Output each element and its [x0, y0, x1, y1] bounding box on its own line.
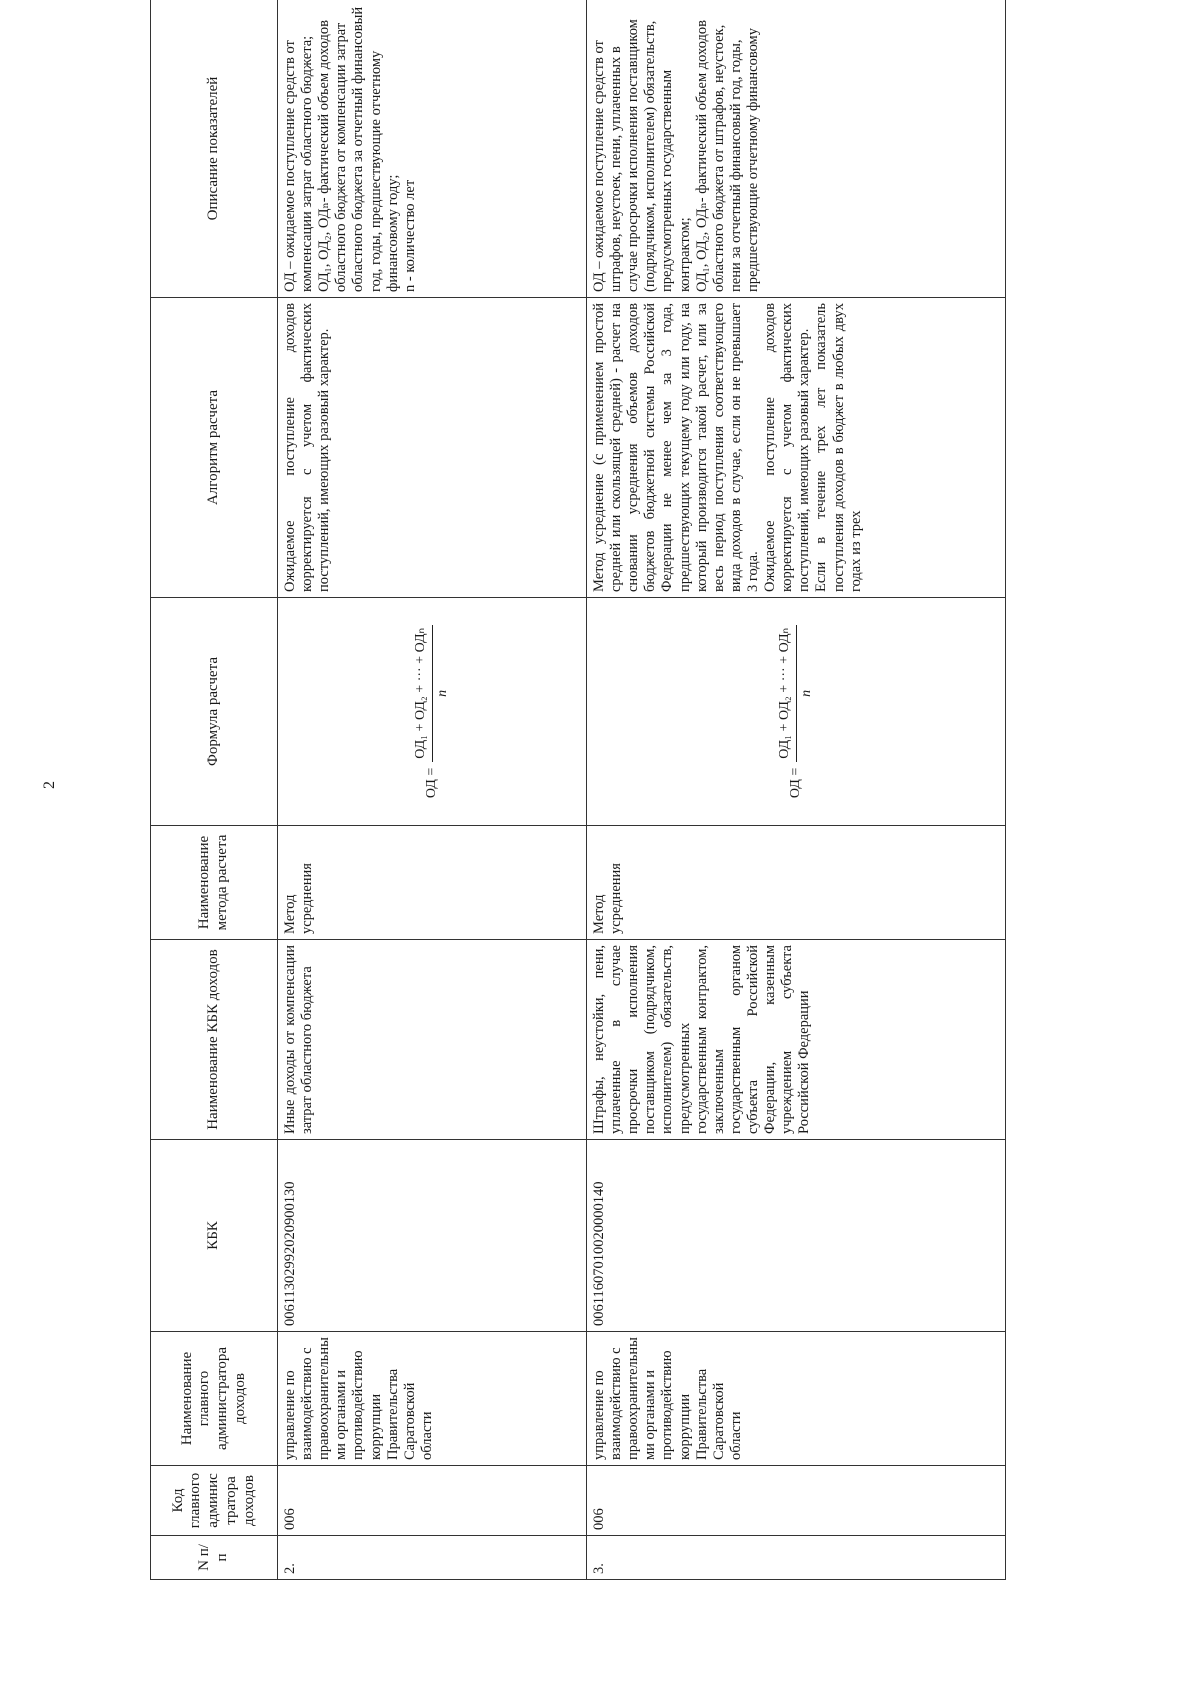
cell-kbk-name: Штрафы, неустойки, пени, уплаченные в случае просрочки исполнения поставщиком (подрядчиком, исполнителем) обязательств, предусмотренных государственным контрактом, заключенным государственным органом субъекта Российской Федерации, казенным учреждением субъекта Российской Федерации	[587, 940, 1006, 1140]
cell-n: 3.	[587, 1536, 1006, 1580]
cell-kbk-name: Иные доходы от компенсации затрат областного бюджета	[278, 940, 587, 1140]
cell-method: Метод усреднения	[587, 826, 1006, 940]
cell-formula	[587, 598, 1006, 826]
header-code: Код главного администратора доходов	[151, 1466, 278, 1536]
cell-method: Метод усреднения	[278, 826, 587, 940]
cell-n: 2.	[278, 1536, 587, 1580]
cell-admin-name: управление по взаимодействию с правоохранительными органами и противодействию коррупции Правительства Саратовской области	[587, 1332, 1006, 1466]
header-method: Наименование метода расчета	[151, 826, 278, 940]
formula-lhs: ОД =	[423, 767, 439, 799]
formula-numerator: ОД₁ + ОД₂ + ··· + ОДₙ	[413, 625, 433, 762]
cell-admin-name: управление по взаимодействию с правоохранительными органами и противодействию коррупции Правительства Саратовской области	[278, 1332, 587, 1466]
header-formula: Формула расчета	[151, 598, 278, 826]
formula-numerator: ОД₁ + ОД₂ + ··· + ОДₙ	[777, 625, 797, 762]
table-row	[587, 0, 1006, 1580]
cell-description: ОД – ожидаемое поступление средств от компенсации затрат областного бюджета; ОД₁, ОД₂, ОДₙ- фактический объем доходов областного бюджета от компенсации затрат областного бюджета за отчетный финансовый год, годы, предшествующие отчетному финансовому году; n - количество лет	[278, 0, 587, 298]
cell-description: ОД – ожидаемое поступление средств от штрафов, неустоек, пени, уплаченных в случае просрочки исполнения поставщиком (подрядчиком, исполнителем) обязательств, предусмотренных государственным контрактом; ОД₁, ОД₂, ОДₙ- фактический объем доходов областного бюджета от штрафов, неустоек, пени за отчетный финансовый год, годы, предшествующие отчетному финансовому	[587, 0, 1006, 298]
header-kbk: КБК	[151, 1140, 278, 1332]
header-description: Описание показателей	[151, 0, 278, 298]
cell-algorithm: Ожидаемое поступление доходов корректируется с учетом фактических поступлений, имеющих разовый характер.	[278, 298, 587, 598]
header-algorithm: Алгоритм расчета	[151, 298, 278, 598]
cell-formula	[278, 598, 587, 826]
cell-code: 006	[587, 1466, 1006, 1536]
formula-denominator: n	[434, 689, 450, 697]
cell-kbk: 00611302992020900130	[278, 1140, 587, 1332]
header-kbk-name: Наименование КБК доходов	[151, 940, 278, 1140]
formula-lhs: ОД =	[787, 767, 803, 799]
formula-expression	[777, 625, 815, 798]
revenue-methods-table	[150, 0, 1006, 1580]
table-row	[278, 0, 587, 1580]
header-admin-name: Наименование главного администратора доходов	[151, 1332, 278, 1466]
formula-denominator: n	[798, 689, 814, 697]
cell-algorithm: Метод усреднение (с применением простой средней или скользящей средней) - расчет на сновании усреднения объемов доходов бюджетов бюджетной системы Российской Федерации не менее чем за 3 года, предшествующих текущему году или году, на который производится такой расчет, или за весь период поступления соответствующего вида доходов в случае, если он не превышает 3 года. Ожидаемое поступление доходов корректируется с учетом фактических поступлений, имеющих разовый характер. Если в течение трех лет показатель поступления доходов в бюджет в любых двух годах из трех	[587, 298, 1006, 598]
formula-expression	[413, 625, 451, 798]
cell-kbk: 00611607010020000140	[587, 1140, 1006, 1332]
header-n: N п/п	[151, 1536, 278, 1580]
table-header-row	[151, 0, 278, 1580]
cell-code: 006	[278, 1466, 587, 1536]
page-number: 2	[41, 781, 58, 789]
rotated-table-page	[150, 0, 1050, 1580]
